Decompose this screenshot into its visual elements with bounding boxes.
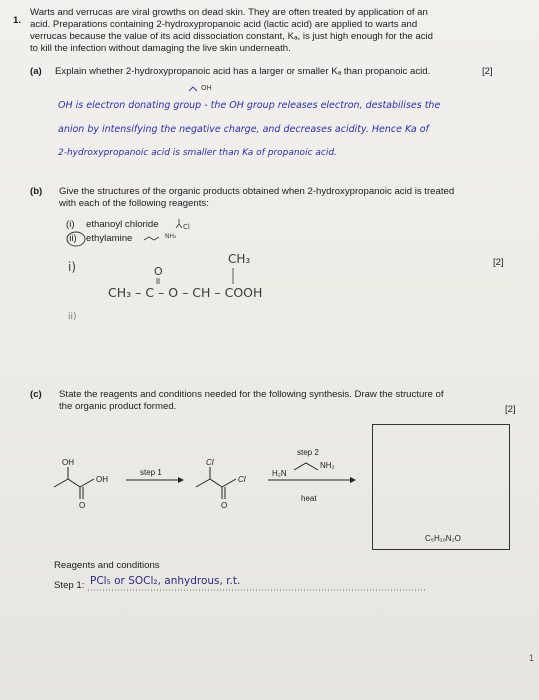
reagent-ii-name: ethylamine — [86, 233, 133, 244]
part-a-marks: [2] — [482, 66, 493, 77]
intro-line-4: to kill the infection without damaging the live skin underneath. — [30, 43, 291, 54]
structure-o-top: O — [154, 265, 163, 278]
reagents-heading: Reagents and conditions — [54, 560, 160, 571]
part-c-question-line-2: the organic product formed. — [59, 401, 177, 412]
part-b-answer-i-label: i) — [68, 260, 77, 274]
atom-oh-side: OH — [96, 475, 108, 484]
reagent-note-wavy: NH₂ — [165, 233, 177, 240]
step-1-prompt: Step 1: — [54, 580, 85, 591]
part-b-label: (b) — [30, 186, 43, 197]
part-a-answer-line-1: OH is electron donating group - the OH group releases electron, destabilises the — [58, 100, 441, 111]
product-formula: C₅H₁₀N₂O — [425, 534, 461, 543]
reagent-ii-number: (ii) — [66, 233, 77, 244]
intro-line-3: verrucas because the value of its acid dissociation constant, Kₐ, is just high enough for the acid — [30, 31, 434, 42]
part-a-label: (a) — [30, 66, 42, 77]
step-1-label: step 1 — [140, 468, 162, 477]
structure-ch3-top: CH₃ — [228, 252, 251, 266]
part-a-question: Explain whether 2-hydroxypropanoic acid has a larger or smaller Kₐ than propanoic acid. — [55, 66, 431, 77]
reagent-i-number: (i) — [66, 219, 75, 230]
question-number: 1. — [13, 15, 22, 26]
atom-o-bottom: O — [79, 501, 86, 510]
part-a-answer-line-2: anion by intensifying the negative charge, and decreases acidity. Hence Ka of — [58, 124, 429, 135]
atom-o-bottom-2: O — [221, 501, 228, 510]
atom-cl-side: Cl — [238, 475, 246, 484]
step-2-label: step 2 — [297, 448, 319, 457]
part-a-answer-line-3: 2-hydroxypropanoic acid is smaller than Ka of propanoic acid. — [58, 148, 337, 158]
reagent-nh2: NH₂ — [320, 461, 335, 470]
intro-line-1: Warts and verrucas are viral growths on dead skin. They are often treated by application of an — [30, 7, 428, 18]
part-a-oh-annotation: OH — [201, 84, 212, 92]
intro-line-2: acid. Preparations containing 2-hydroxypropanoic acid (lactic acid) are applied to warts and — [30, 19, 418, 30]
part-c-question-line-1: State the reagents and conditions needed for the following synthesis. Draw the structure of — [59, 389, 444, 400]
part-b-answer-ii-label: ii) — [68, 312, 77, 322]
part-c-label: (c) — [30, 389, 42, 400]
atom-cl-top: Cl — [206, 458, 214, 467]
product-answer-box[interactable] — [372, 424, 510, 550]
heat-label: heat — [301, 494, 317, 503]
reagent-i-name: ethanoyl chloride — [86, 219, 159, 230]
part-b-question-line-1: Give the structures of the organic products obtained when 2-hydroxypropanoic acid is treated — [59, 186, 455, 197]
atom-oh-top: OH — [62, 458, 74, 467]
part-b-question-line-2: with each of the following reagents: — [59, 198, 209, 209]
reagent-h2n: H₂N — [272, 469, 287, 478]
structure-main-chain: CH₃ – C – O – CH – COOH — [108, 285, 263, 300]
reagent-note-cl: Cl — [183, 223, 190, 231]
page-number: 1 — [529, 653, 535, 663]
part-b-marks: [2] — [493, 257, 504, 268]
part-c-marks: [2] — [505, 404, 516, 415]
step-1-answer[interactable]: PCl₅ or SOCl₂, anhydrous, r.t. — [90, 575, 241, 587]
